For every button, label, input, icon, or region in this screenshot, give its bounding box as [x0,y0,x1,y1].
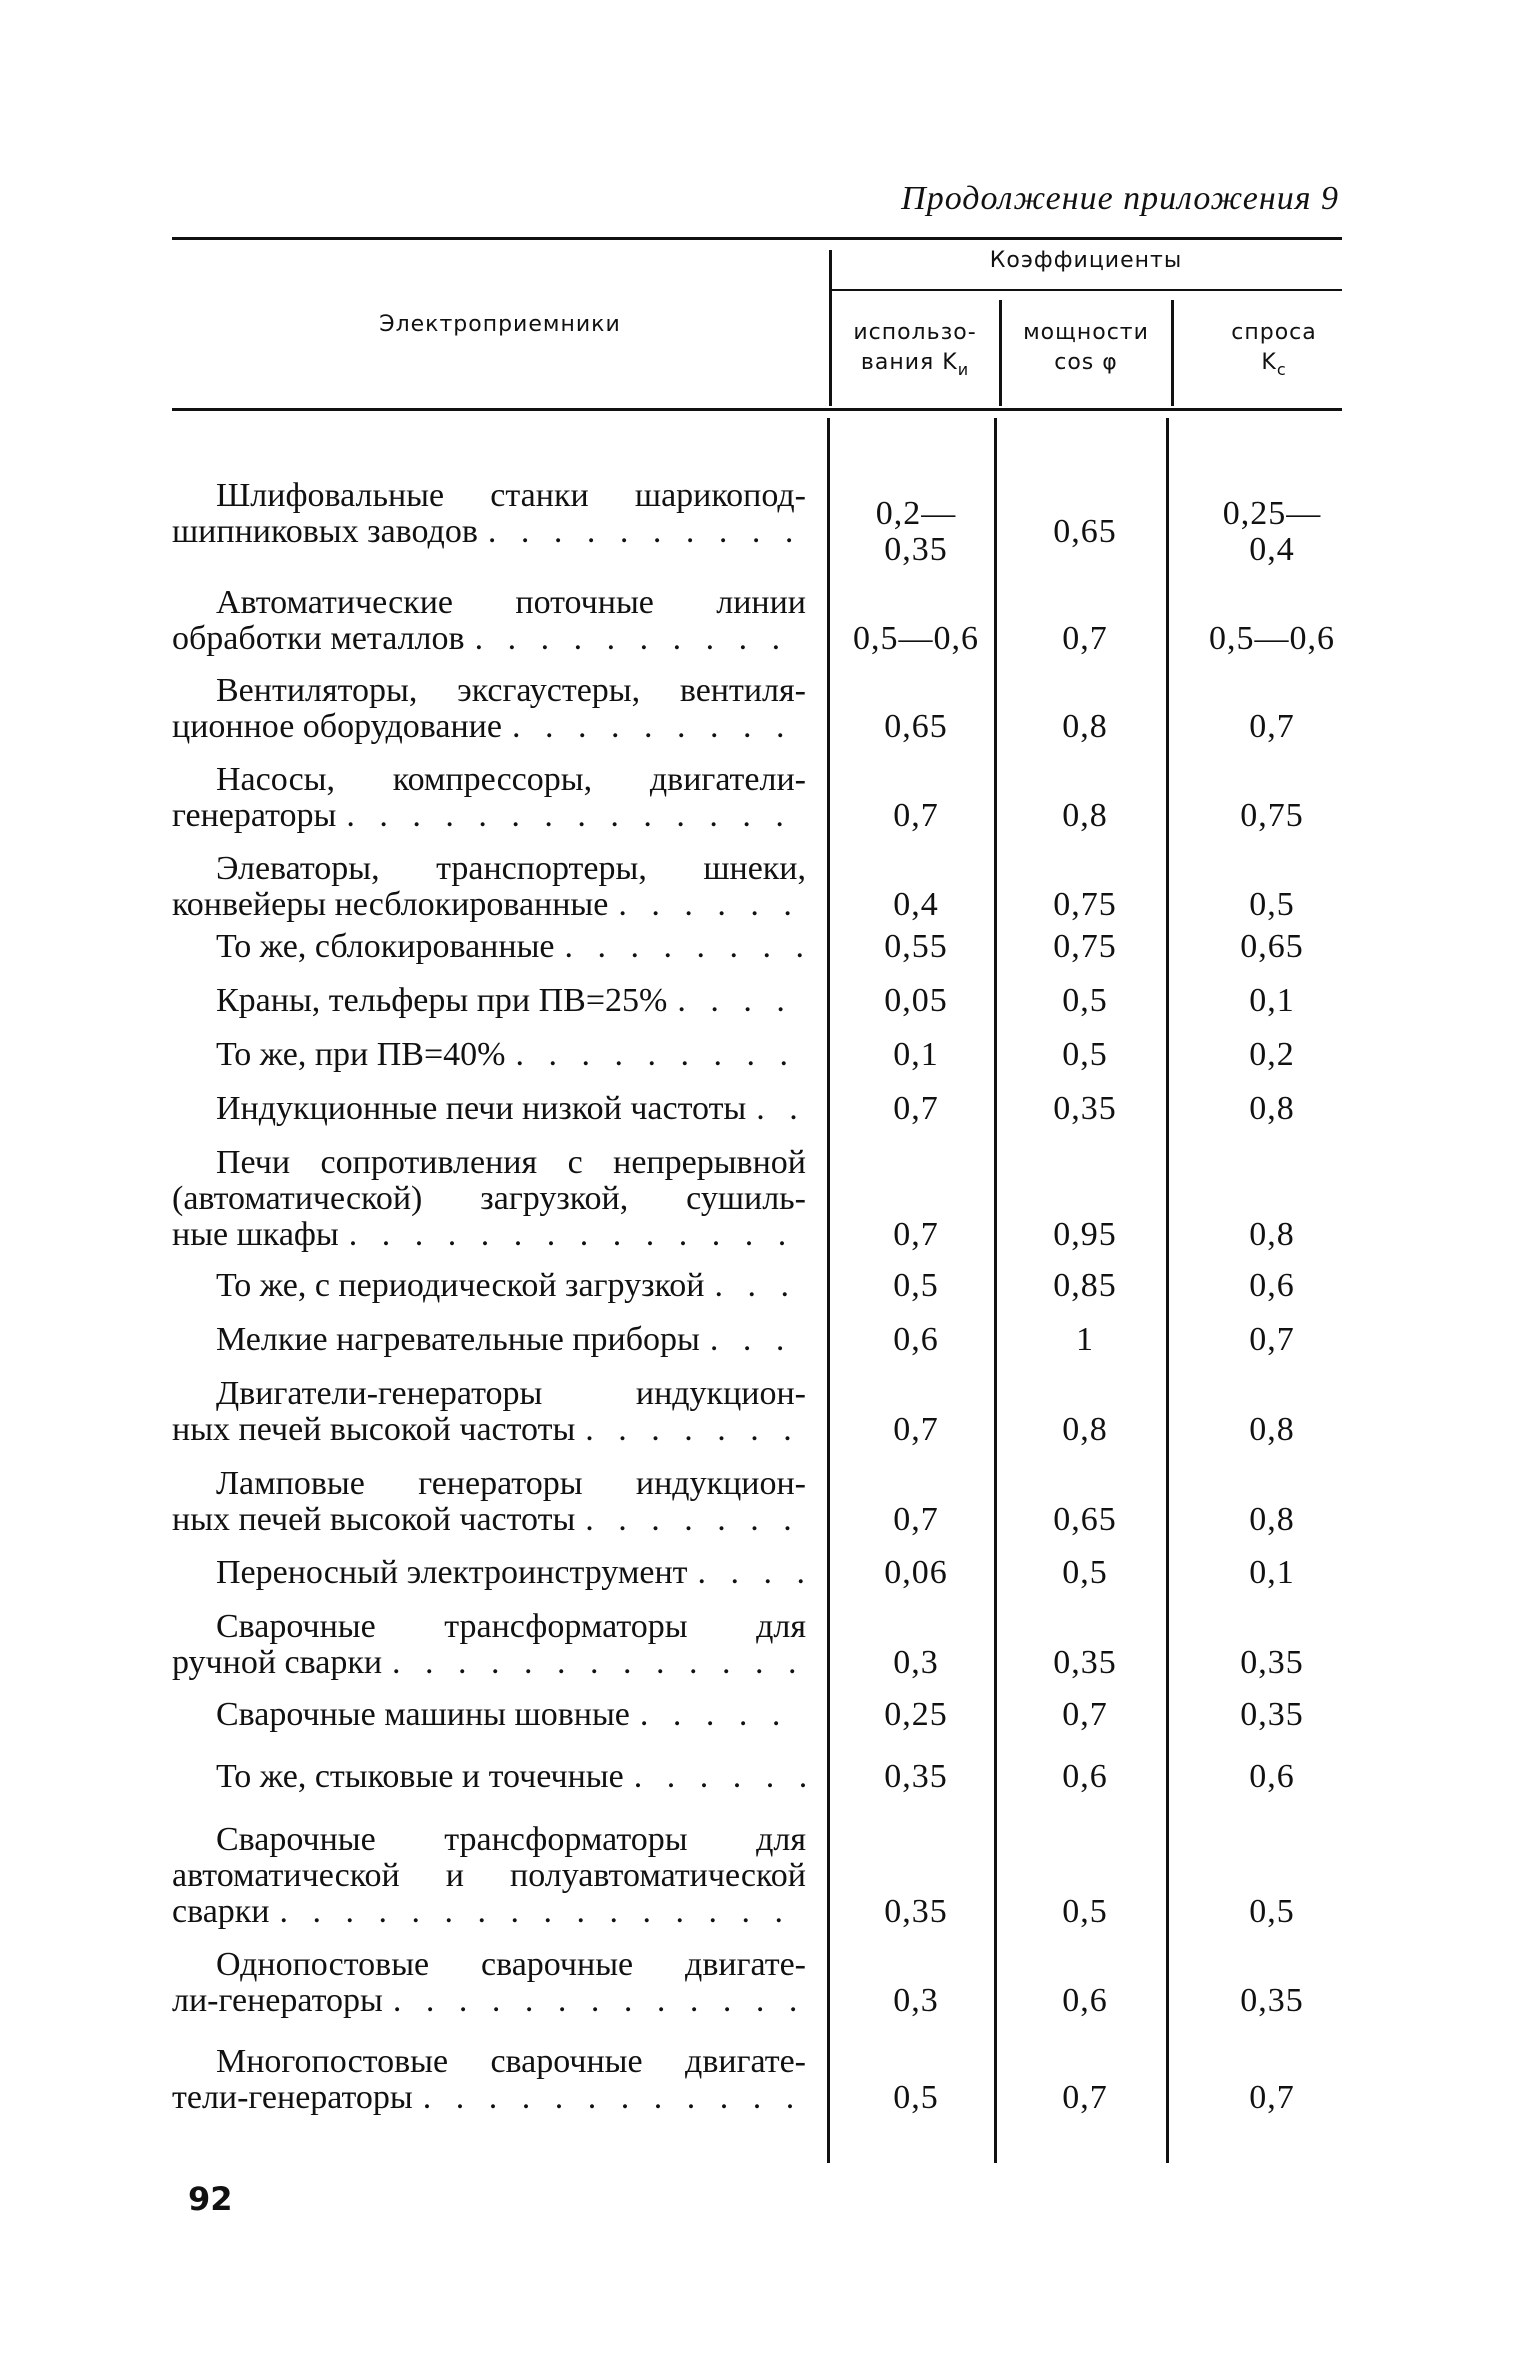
receiver-name-last-line [172,1645,806,1681]
demand-value: 0,8 [1249,1411,1295,1448]
power-value: 0,65 [1053,513,1117,550]
power-value: 0,5 [1062,1893,1108,1930]
receiver-name-line: Мелкие нагревательные приборы [216,1322,700,1358]
dot-leader [714,1268,806,1304]
header-power-line2: cos φ [1054,350,1118,375]
receiver-name-line: сварки [172,1894,270,1930]
receiver-name-line: Шлифовальные станки шарикопод- [216,478,806,514]
receiver-name-line: Насосы, компрессоры, двигатели- [216,762,806,798]
receiver-name-line: тели-генераторы [172,2080,413,2116]
receiver-name-line: Вентиляторы, эксгаустеры, вентиля- [216,673,806,709]
demand-value: 0,1 [1249,1554,1295,1591]
receiver-name-line: ных печей высокой частоты [172,1412,576,1448]
dot-leader [710,1322,806,1358]
receiver-name-line: ные шкафы [172,1217,339,1253]
usage-value: 0,5 [893,2079,939,2116]
receiver-name [172,478,806,550]
power-value: 0,7 [1062,1696,1108,1733]
usage-value: 0,3 [893,1982,939,2019]
receiver-name [172,673,806,745]
dot-leader [475,621,806,657]
usage-value: 0,5 [893,1267,939,1304]
usage-value-part: 0,2— [875,495,957,532]
header-receivers-label: Электроприемники [379,312,621,337]
header-coefficients [830,246,1342,276]
power-value: 0,65 [1053,1501,1117,1538]
usage-value: 0,7 [893,797,939,834]
usage-value-part: 0,35 [884,531,948,568]
power-value: 0,75 [1053,928,1117,965]
receiver-name-last-line [172,1555,806,1591]
receiver-name [172,1947,806,2019]
usage-value: 0,3 [893,1644,939,1681]
demand-value: 0,65 [1240,928,1304,965]
receiver-name-last-line [172,887,806,923]
receiver-name [172,1268,806,1304]
dot-leader [392,1645,806,1681]
receiver-name-line: Ламповые генераторы индукцион- [216,1466,806,1502]
power-value: 0,5 [1062,982,1108,1019]
receiver-name-last-line [172,929,806,965]
power-value: 0,7 [1062,620,1108,657]
receiver-name-line: ционное оборудование [172,709,502,745]
dot-leader [618,887,806,923]
receiver-name-line: То же, сблокированные [216,929,555,965]
receiver-name [172,1466,806,1538]
usage-value: 0,5—0,6 [853,620,979,657]
receiver-name-last-line [172,1037,806,1073]
dot-leader [585,1502,806,1538]
usage-value: 0,4 [893,886,939,923]
receiver-name-line: автоматической и полуавтоматической [172,1858,806,1894]
usage-value: 0,25 [884,1696,948,1733]
receiver-name-line: шипниковых заводов [172,514,478,550]
power-value: 0,5 [1062,1036,1108,1073]
header-usage-line2: вания K [860,350,958,375]
power-value: 0,7 [1062,2079,1108,2116]
receiver-name-line: Индукционные печи низкой частоты [216,1091,747,1127]
usage-value [830,496,1002,568]
header-demand-sub: с [1276,360,1287,379]
power-value: 0,85 [1053,1267,1117,1304]
power-value: 0,95 [1053,1216,1117,1253]
receiver-name-line: Многопостовые сварочные двигате- [216,2044,806,2080]
receiver-name-last-line [172,1268,806,1304]
usage-value: 0,55 [884,928,948,965]
demand-value: 0,1 [1249,982,1295,1019]
dot-leader [280,1894,806,1930]
header-usage [832,318,998,385]
page-number: 92 [188,2180,233,2218]
receiver-name-last-line [172,1091,806,1127]
receiver-name-last-line [172,1217,806,1253]
receiver-name [172,1697,806,1733]
dot-leader [677,983,806,1019]
power-value: 0,5 [1062,1554,1108,1591]
demand-value [1172,496,1372,568]
power-value: 1 [1076,1321,1094,1358]
receiver-name-line: конвейеры несблокированные [172,887,609,923]
receiver-name [172,762,806,834]
dot-leader [565,929,806,965]
receiver-name-line: генераторы [172,798,337,834]
header-usage-sub: и [957,360,970,379]
dot-leader [640,1697,806,1733]
receiver-name-last-line [172,2080,806,2116]
receiver-name [172,1609,806,1681]
dot-leader [698,1555,806,1591]
receiver-name-line: ных печей высокой частоты [172,1502,576,1538]
receiver-name-line: Сварочные машины шовные [216,1697,630,1733]
receiver-name [172,983,806,1019]
dot-leader [349,1217,806,1253]
receiver-name [172,1376,806,1448]
receiver-name-last-line [172,1697,806,1733]
header-bottom-rule [172,408,1342,411]
receiver-name [172,1759,806,1795]
usage-value: 0,7 [893,1090,939,1127]
power-value: 0,35 [1053,1644,1117,1681]
usage-value: 0,7 [893,1411,939,1448]
receiver-name-line: Сварочные трансформаторы для [216,1609,806,1645]
receiver-name-line: Переносный электроинструмент [216,1555,688,1591]
demand-value: 0,75 [1240,797,1304,834]
dot-leader [515,1037,806,1073]
receiver-name [172,1037,806,1073]
usage-value: 0,7 [893,1501,939,1538]
dot-leader [634,1759,806,1795]
demand-value: 0,8 [1249,1501,1295,1538]
receiver-name-line: (автоматической) загрузкой, сушиль- [172,1181,806,1217]
receiver-name-line: Печи сопротивления с непрерывной [216,1145,806,1181]
usage-value: 0,6 [893,1321,939,1358]
header-usage-line1: использо- [853,320,977,345]
usage-value: 0,06 [884,1554,948,1591]
receiver-name [172,1822,806,1930]
dot-leader [585,1412,806,1448]
demand-value: 0,5—0,6 [1209,620,1335,657]
demand-value: 0,8 [1249,1090,1295,1127]
usage-value: 0,35 [884,1893,948,1930]
receiver-name-last-line [172,1412,806,1448]
power-value: 0,35 [1053,1090,1117,1127]
header-receivers [172,310,828,340]
header-split-rule [830,289,1342,291]
receiver-name-last-line [172,983,806,1019]
receiver-name-last-line [172,1322,806,1358]
receiver-name-line: Двигатели-генераторы индукцион- [216,1376,806,1412]
receiver-name [172,851,806,923]
receiver-name-last-line [172,709,806,745]
demand-value: 0,6 [1249,1267,1295,1304]
usage-value: 0,65 [884,708,948,745]
demand-value: 0,7 [1249,2079,1295,2116]
receiver-name-line: обработки металлов [172,621,465,657]
usage-value: 0,7 [893,1216,939,1253]
receiver-name [172,585,806,657]
receiver-name-line: То же, при ПВ=40% [216,1037,506,1073]
continuation-caption: Продолжение приложения 9 [901,180,1339,217]
demand-value: 0,5 [1249,886,1295,923]
header-coefficients-label: Коэффициенты [989,248,1183,273]
power-value: 0,75 [1053,886,1117,923]
header-demand-line2: K [1261,350,1277,375]
receiver-name-line: Однопостовые сварочные двигате- [216,1947,806,1983]
demand-value-part: 0,4 [1249,531,1295,568]
receiver-name-last-line [172,1759,806,1795]
demand-value: 0,35 [1240,1982,1304,2019]
receiver-name-line: То же, с периодической загрузкой [216,1268,705,1304]
dot-leader [512,709,806,745]
power-value: 0,8 [1062,1411,1108,1448]
demand-value: 0,35 [1240,1696,1304,1733]
receiver-name [172,1091,806,1127]
dot-leader [393,1983,806,2019]
receiver-name-last-line [172,798,806,834]
receiver-name-line: Сварочные трансформаторы для [216,1822,806,1858]
demand-value: 0,6 [1249,1758,1295,1795]
power-value: 0,8 [1062,797,1108,834]
power-value: 0,6 [1062,1982,1108,2019]
demand-value: 0,8 [1249,1216,1295,1253]
receiver-name [172,1555,806,1591]
receiver-name-last-line [172,621,806,657]
power-value: 0,8 [1062,708,1108,745]
receiver-name-line: Краны, тельферы при ПВ=25% [216,983,668,1019]
demand-value: 0,7 [1249,1321,1295,1358]
receiver-name-last-line [172,1502,806,1538]
receiver-name [172,929,806,965]
header-demand [1174,318,1374,385]
demand-value: 0,5 [1249,1893,1295,1930]
dot-leader [488,514,806,550]
receiver-name-last-line [172,514,806,550]
demand-value: 0,7 [1249,708,1295,745]
receiver-name-line: То же, стыковые и точечные [216,1759,624,1795]
usage-value: 0,1 [893,1036,939,1073]
usage-value: 0,35 [884,1758,948,1795]
demand-value-part: 0,25— [1222,495,1322,532]
receiver-name [172,2044,806,2116]
receiver-name-line: ручной сварки [172,1645,383,1681]
header-power-line1: мощности [1023,320,1149,345]
dot-leader [756,1091,806,1127]
dot-leader [346,798,806,834]
receiver-name [172,1145,806,1253]
receiver-name-last-line [172,1983,806,2019]
header-demand-line1: спроса [1231,320,1317,345]
receiver-name-line: Автоматические поточные линии [216,585,806,621]
header-power [1002,318,1170,378]
demand-value: 0,2 [1249,1036,1295,1073]
power-value: 0,6 [1062,1758,1108,1795]
receiver-name-last-line [172,1894,806,1930]
receiver-name-line: ли-генераторы [172,1983,383,2019]
table-top-rule [172,237,1342,240]
receiver-name-line: Элеваторы, транспортеры, шнеки, [216,851,806,887]
receiver-name [172,1322,806,1358]
usage-value: 0,05 [884,982,948,1019]
dot-leader [423,2080,806,2116]
demand-value: 0,35 [1240,1644,1304,1681]
